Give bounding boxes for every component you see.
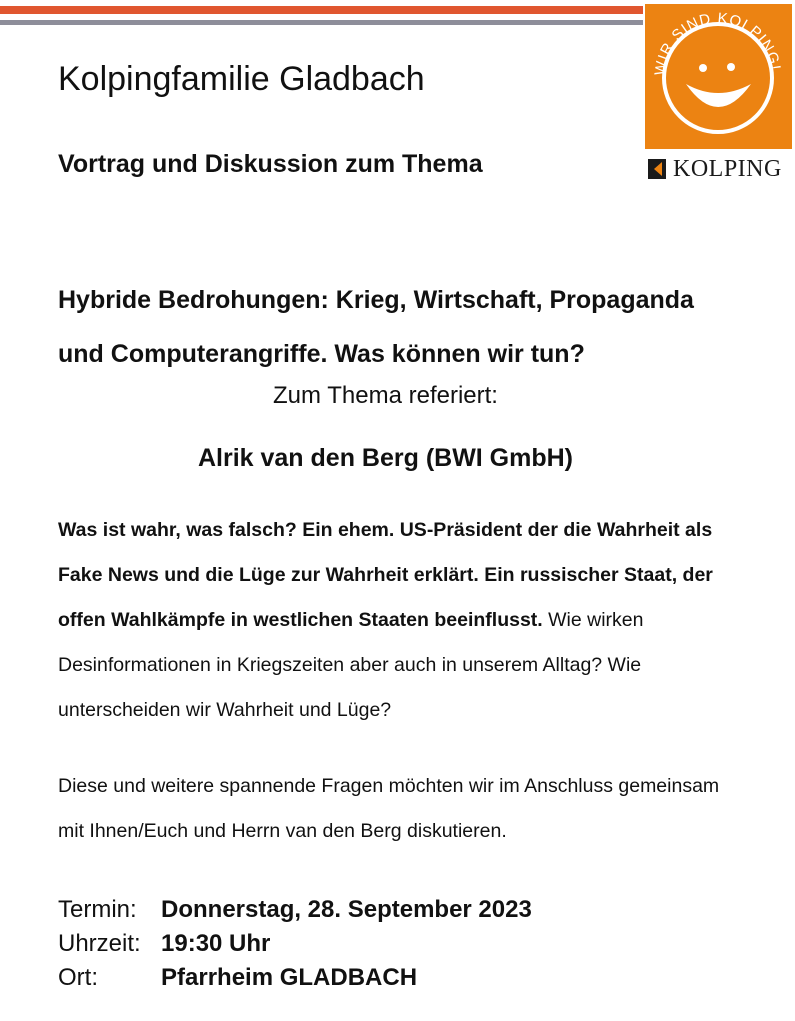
date-row [58, 893, 532, 927]
speaker-name: Alrik van den Berg (BWI GmbH) [197, 444, 574, 472]
date-label: Termin: [58, 896, 137, 923]
topic-line-2: und Computerangriffe. Was können wir tun? [58, 340, 585, 368]
organization-title: Kolpingfamilie Gladbach [58, 60, 425, 98]
kolping-brand [648, 156, 782, 182]
svg-text:WIR SIND KOLPING! [652, 10, 784, 77]
description-bold: Was ist wahr, was falsch? Ein ehem. US-Präsident der die Wahrheit als Fake News und die Lüge zur Wahrheit erklärt. Ein russischer Staat, der offen Wahlkämpfe in westlichen Staaten beeinflusst. [58, 519, 713, 631]
date-value: Donnerstag, 28. September 2023 [161, 896, 532, 923]
topic-heading [58, 273, 758, 381]
description-regular: Wie wirken Desinformationen in Kriegszeiten aber auch in unserem Alltag? Wie unterscheiden wir Wahrheit und Lüge? [58, 609, 644, 721]
place-label: Ort: [58, 964, 98, 991]
place-row [58, 961, 532, 995]
speaker-label: Zum Thema referiert: [273, 382, 498, 409]
kolping-logo [645, 4, 792, 149]
invitation-paragraph: Diese und weitere spannende Fragen möchten wir im Anschluss gemeinsam mit Ihnen/Euch und Herrn van den Berg diskutieren. [58, 775, 720, 842]
event-details [58, 893, 532, 995]
place-value: Pfarrheim GLADBACH [161, 964, 418, 991]
header-stripe-orange [0, 6, 643, 14]
description-paragraph [58, 508, 748, 733]
event-subtitle: Vortrag und Diskussion zum Thema [58, 150, 483, 178]
badge-text: WIR SIND KOLPING! [651, 9, 784, 77]
time-value: 19:30 Uhr [161, 930, 271, 957]
header-stripe-grey [0, 20, 643, 25]
kolping-k-icon [648, 159, 666, 179]
topic-line-1: Hybride Bedrohungen: Krieg, Wirtschaft, Propaganda [58, 286, 694, 314]
smiley-face-icon [645, 4, 792, 149]
kolping-wordmark: KOLPING [673, 155, 782, 182]
time-row [58, 927, 532, 961]
time-label: Uhrzeit: [58, 930, 141, 957]
